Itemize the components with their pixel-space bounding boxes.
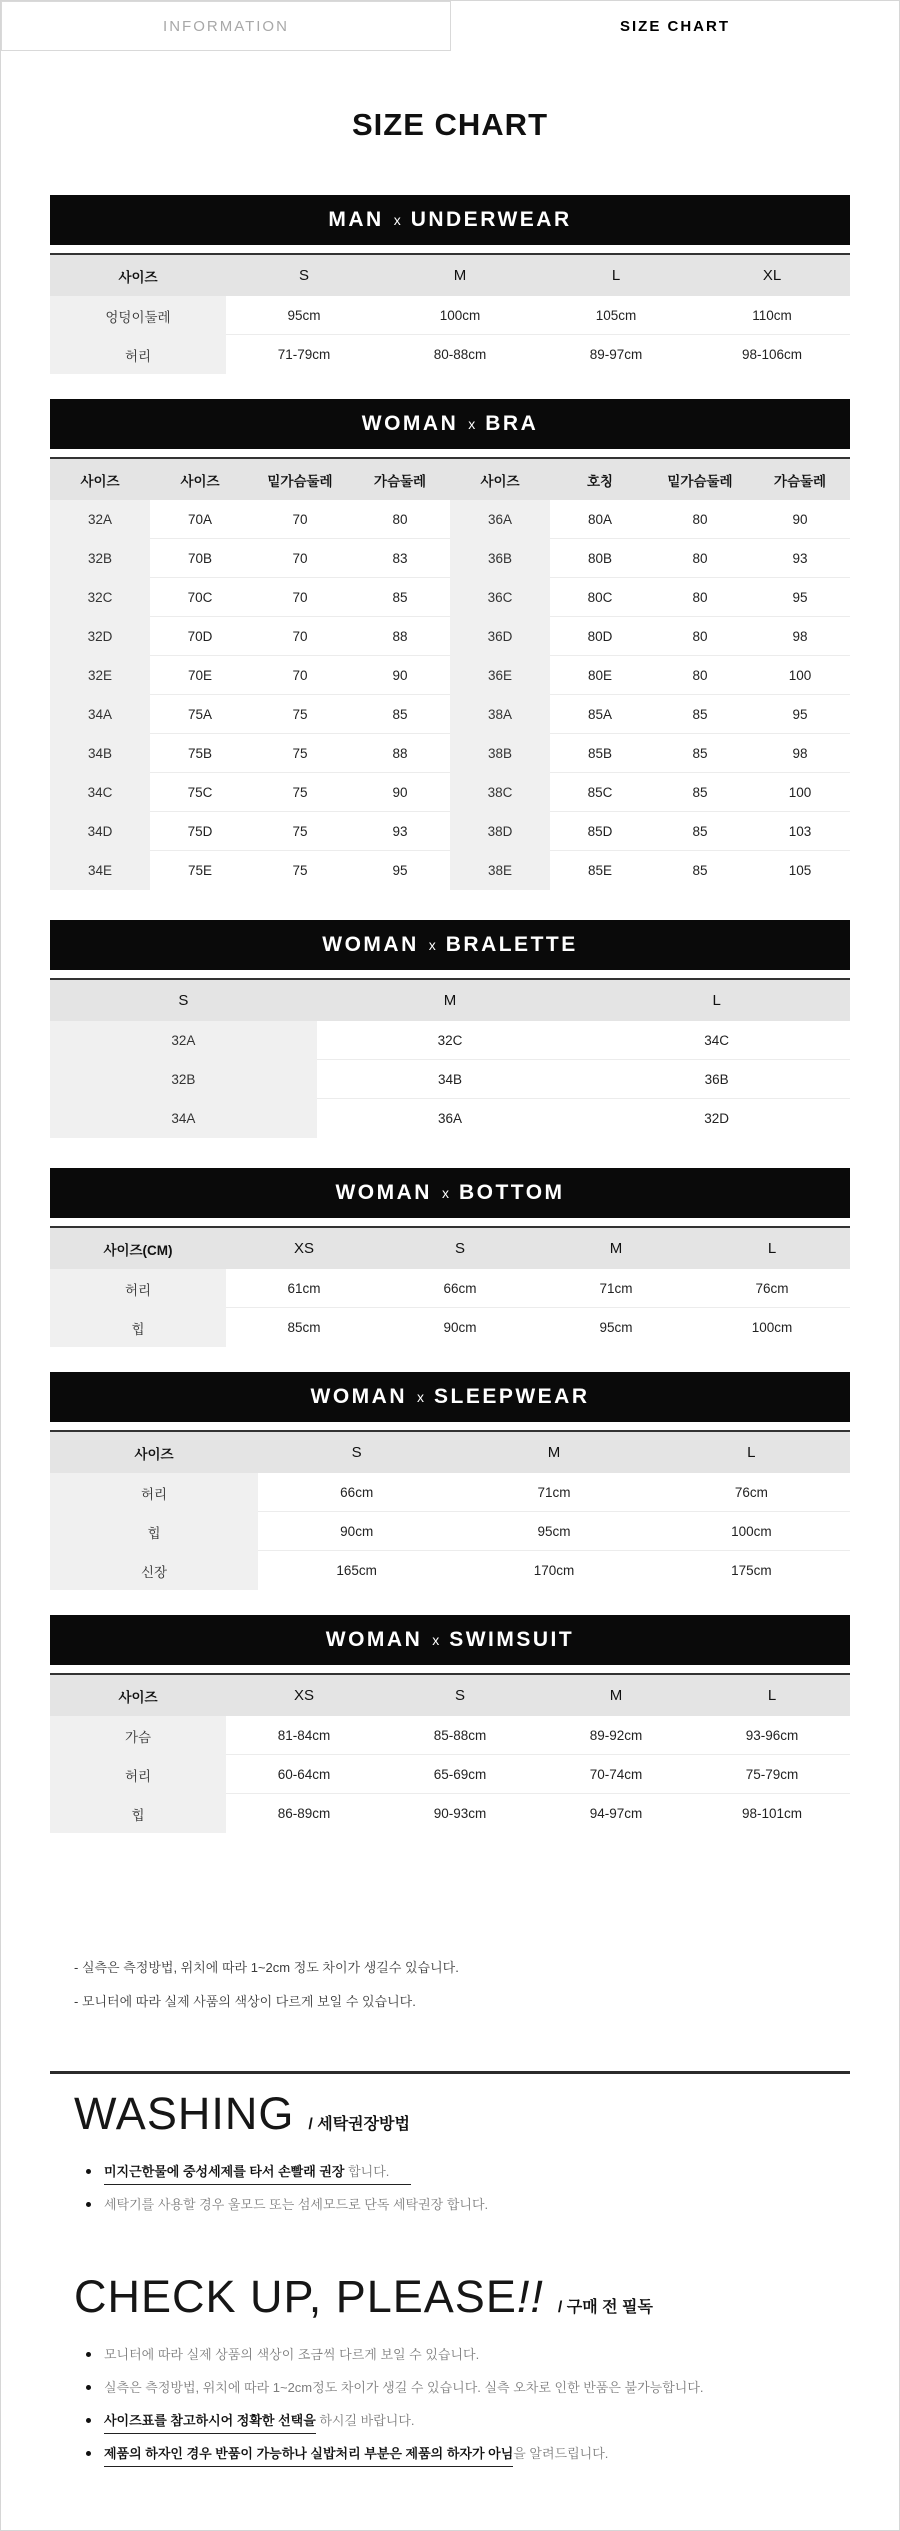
table-cell: 38A [450,695,550,734]
bullet-item [86,2444,850,2464]
section-woman-swimsuit [50,1615,850,1833]
tab-size-chart[interactable]: SIZE CHART [620,17,730,35]
table-cell: 70 [250,617,350,656]
checkup-bullets [50,2345,850,2464]
table-row [50,773,850,812]
bar-title-right: BRALETTE [445,933,578,956]
table-header-cell: 밑가슴둘레 [650,459,750,500]
table-cell: 175cm [731,1563,772,1578]
table-row [50,656,850,695]
table-cell: 90 [350,773,450,812]
table-row [50,1021,850,1060]
bar-title-left: WOMAN [322,933,419,956]
bar-title-x: x [441,1185,449,1201]
table-row [50,335,850,374]
table-header-row [50,1675,850,1716]
table-cell: 75 [250,773,350,812]
table-header-cell: M [455,1432,652,1473]
table-cell: 38D [450,812,550,851]
table-cell: 85 [350,695,450,734]
washing-title: WASHING [74,2088,295,2139]
table-cell: 허리 [50,1755,226,1794]
table-cell: 75 [292,863,308,878]
bullet-dot-icon [86,2169,91,2174]
table-cell: 75-79cm [694,1755,850,1794]
table-cell: 71-79cm [277,347,331,362]
bullet-dot-icon [86,2451,91,2456]
bullet-dot-icon [86,2202,91,2207]
table-cell: 95 [750,578,850,617]
table-cell: 100 [750,656,850,695]
table-header-cell: M [538,1675,694,1716]
table-header-cell: 사이즈 [50,1432,258,1473]
bullet-item [86,2195,850,2215]
table-cell: 85D [550,812,650,851]
table-header-cell: S [226,255,382,296]
content-column [50,107,850,2464]
table-cell: 90 [350,656,450,695]
table-cell: 66cm [382,1269,538,1308]
table-row [50,1512,850,1551]
table-cell: 32A [50,1021,317,1060]
checkup-subtitle: / 구매 전 필독 [557,2299,653,2316]
woman-bottom-table [50,1226,850,1347]
table-cell: 허리 [50,335,226,374]
table-cell: 70 [250,539,350,578]
table-row [50,1269,850,1308]
table-cell: 80-88cm [433,347,487,362]
table-cell: 76cm [694,1269,850,1308]
section-woman-bra [50,399,850,890]
table-cell: 80D [550,617,650,656]
bar-title-x: x [468,416,476,432]
table-cell: 힙 [50,1308,226,1347]
table-cell: 85 [650,773,750,812]
table-cell: 32C [50,578,150,617]
page-title: SIZE CHART [352,107,548,142]
woman-sleepwear-table [50,1430,850,1590]
table-header-cell: S [258,1432,455,1473]
table-cell: 93-96cm [694,1716,850,1755]
bullet-item [86,2411,850,2431]
checkup-section [50,2271,850,2464]
table-cell: 34A [50,695,150,734]
table-cell: 75D [150,812,250,851]
table-cell: 85 [650,734,750,773]
section-bar [50,920,850,970]
table-cell: 34C [583,1021,850,1060]
table-cell: 90cm [443,1320,477,1335]
table-header-cell: 사이즈 [50,1675,226,1716]
table-header-cell: L [538,255,694,296]
table-cell: 93 [750,539,850,578]
table-row [50,539,850,578]
woman-bralette-table [50,978,850,1138]
table-cell: 100cm [653,1512,850,1551]
table-cell: 89-92cm [538,1716,694,1755]
bullet-dot-icon [86,2418,91,2423]
table-cell: 허리 [50,1269,226,1308]
bar-title-right: SWIMSUIT [449,1628,575,1651]
table-cell: 34C [50,773,150,812]
washing-section [50,2088,850,2215]
table-header-row [50,459,850,500]
table-cell: 34B [50,734,150,773]
table-cell: 86-89cm [277,1806,331,1821]
table-cell: 100cm [382,296,538,335]
table-cell: 허리 [50,1473,258,1512]
table-cell: 75A [150,695,250,734]
table-cell: 95 [750,695,850,734]
table-cell: 신장 [50,1551,258,1590]
bar-title-right: BOTTOM [458,1181,565,1204]
table-header-cell: L [694,1675,850,1716]
table-cell: 110cm [694,296,850,335]
table-header-cell: L [583,980,850,1021]
table-header-cell: M [538,1228,694,1269]
bar-title-right: SLEEPWEAR [433,1385,590,1408]
table-cell: 80B [550,539,650,578]
table-cell: 75 [250,734,350,773]
table-cell: 가슴 [50,1716,226,1755]
table-cell: 엉덩이둘레 [50,296,226,335]
table-row [50,1716,850,1755]
table-header-cell: M [382,255,538,296]
table-cell: 95cm [599,1320,633,1335]
section-bar [50,1168,850,1218]
table-header-row [50,1432,850,1473]
table-cell: 70 [250,578,350,617]
section-man-underwear [50,195,850,374]
bar-title-right: UNDERWEAR [410,208,572,231]
table-header-cell: 사이즈 [50,255,226,296]
table-cell: 36E [450,656,550,695]
bullet-item [86,2345,850,2365]
table-cell: 60-64cm [226,1755,382,1794]
table-cell: 89-97cm [589,347,643,362]
table-cell: 32E [50,656,150,695]
table-row [50,500,850,539]
table-cell: 80 [650,578,750,617]
table-cell: 38C [450,773,550,812]
section-bar [50,399,850,449]
table-cell: 80E [550,656,650,695]
table-cell: 85 [650,695,750,734]
table-row [50,617,850,656]
section-woman-bottom [50,1168,850,1347]
bar-title-x: x [428,937,436,953]
table-cell: 80 [650,539,750,578]
table-cell: 38E [450,851,550,890]
table-cell: 85-88cm [382,1716,538,1755]
table-cell: 80 [650,617,750,656]
washing-subtitle: / 세탁권장방법 [308,2116,410,2133]
section-woman-sleepwear [50,1372,850,1590]
table-header-cell: 사이즈 [50,459,150,500]
table-cell: 71cm [538,1269,694,1308]
section-bar [50,1372,850,1422]
bar-title-x: x [393,212,401,228]
table-header-cell: 사이즈 [150,459,250,500]
table-cell: 105 [788,863,812,878]
table-cell: 36D [450,617,550,656]
table-cell: 80 [650,500,750,539]
table-row [50,1060,850,1099]
bullet-dot-icon [86,2385,91,2390]
bullet-text: 미지근한물에 중성세제를 타서 손빨래 권장 합니다. [104,2162,411,2182]
table-cell: 85 [650,812,750,851]
table-cell: 70 [250,500,350,539]
table-cell: 75C [150,773,250,812]
table-cell: 36C [450,578,550,617]
table-row [50,1099,850,1138]
table-cell: 70A [150,500,250,539]
table-cell: 36A [450,500,550,539]
bullet-text: 모니터에 따라 실제 상품의 색상이 조금씩 다르게 보일 수 있습니다. [104,2347,480,2362]
table-header-cell: 호칭 [550,459,650,500]
table-header-cell: L [694,1228,850,1269]
bullet-text: 사이즈표를 참고하시어 정확한 선택을 하시길 바랍니다. [104,2411,415,2431]
table-cell: 98 [750,734,850,773]
bar-title-right: BRA [485,412,539,435]
bar-title-left: MAN [328,208,384,231]
woman-swimsuit-table [50,1673,850,1833]
table-cell: 80A [550,500,650,539]
table-cell: 36A [438,1111,463,1126]
bar-title-left: WOMAN [325,1628,423,1651]
table-row [50,812,850,851]
table-cell: 98-106cm [741,347,803,362]
table-cell: 32A [50,500,150,539]
table-cell: 80 [350,500,450,539]
table-cell: 85 [692,863,708,878]
table-cell: 93 [350,812,450,851]
table-cell: 32D [704,1111,730,1126]
table-cell: 힙 [50,1512,258,1551]
table-header-cell: XL [694,255,850,296]
bar-title-left: WOMAN [361,412,459,435]
bullet-text: 제품의 하자인 경우 반품이 가능하나 실밥처리 부분은 제품의 하자가 아님을 알려드립니다. [104,2444,608,2464]
table-header-cell: 가슴둘레 [350,459,450,500]
bullet-text: 세탁기를 사용할 경우 울모드 또는 섬세모드로 단독 세탁권장 합니다. [104,2197,489,2212]
table-cell: 힙 [50,1794,226,1833]
table-header-cell: 가슴둘레 [750,459,850,500]
table-header-cell: 밑가슴둘레 [250,459,350,500]
section-bar [50,195,850,245]
measurement-notes [50,1951,850,2019]
table-header-cell: 사이즈(CM) [50,1228,226,1269]
table-cell: 71cm [455,1473,652,1512]
table-cell: 34D [50,812,150,851]
table-cell: 165cm [336,1563,377,1578]
bullet-item [86,2162,850,2182]
table-cell: 81-84cm [226,1716,382,1755]
table-cell: 75 [250,695,350,734]
note-line: - 모니터에 따라 실제 사품의 색상이 다르게 보일 수 있습니다. [74,1994,416,2009]
table-cell: 76cm [653,1473,850,1512]
table-cell: 85E [587,863,613,878]
woman-bra-table [50,457,850,890]
section-bar [50,1615,850,1665]
table-cell: 32D [50,617,150,656]
tab-information[interactable]: INFORMATION [1,1,451,51]
table-cell: 70 [250,656,350,695]
table-header-cell: XS [226,1228,382,1269]
table-cell: 88 [350,734,450,773]
section-woman-bralette [50,920,850,1138]
table-cell: 90 [750,500,850,539]
note-line: - 실측은 측정방법, 위치에 따라 1~2cm 정도 차이가 생길수 있습니다. [74,1960,459,1975]
table-cell: 66cm [258,1473,455,1512]
table-cell: 95cm [226,296,382,335]
table-cell: 170cm [533,1563,575,1578]
table-cell: 70-74cm [538,1755,694,1794]
table-header-row [50,980,850,1021]
table-cell: 90-93cm [433,1806,487,1821]
table-cell: 32B [50,539,150,578]
table-row [50,1551,850,1590]
table-cell: 100 [750,773,850,812]
table-cell: 98-101cm [741,1806,803,1821]
section-divider [50,2071,850,2074]
bullet-text: 실측은 측정방법, 위치에 따라 1~2cm정도 차이가 생길 수 있습니다. 실측 오차로 인한 반품은 불가능합니다. [104,2380,704,2395]
table-cell: 85B [550,734,650,773]
table-row [50,1794,850,1833]
table-cell: 65-69cm [382,1755,538,1794]
table-header-cell: S [50,980,317,1021]
table-cell: 88 [350,617,450,656]
table-cell: 100cm [751,1320,793,1335]
table-cell: 34E [50,851,150,890]
table-header-cell: XS [226,1675,382,1716]
table-row [50,1473,850,1512]
table-header-cell: M [317,980,584,1021]
table-header-row [50,255,850,296]
table-cell: 70E [150,656,250,695]
table-cell: 61cm [226,1269,382,1308]
table-cell: 36B [583,1060,850,1099]
table-row [50,1755,850,1794]
table-cell: 38B [450,734,550,773]
table-row [50,734,850,773]
table-cell: 70B [150,539,250,578]
table-header-cell: L [653,1432,850,1473]
man-underwear-table [50,253,850,374]
table-cell: 95cm [455,1512,652,1551]
table-header-cell: 사이즈 [450,459,550,500]
table-row [50,1308,850,1347]
table-cell: 90cm [258,1512,455,1551]
washing-bullets [50,2162,850,2215]
bar-title-left: WOMAN [310,1385,407,1408]
table-cell: 70C [150,578,250,617]
bar-title-left: WOMAN [335,1181,432,1204]
table-cell: 85cm [287,1320,321,1335]
table-cell: 83 [350,539,450,578]
table-cell: 36B [450,539,550,578]
table-cell: 34B [317,1060,584,1099]
table-cell: 105cm [538,296,694,335]
table-header-row [50,1228,850,1269]
bullet-item [86,2378,850,2398]
table-cell: 70D [150,617,250,656]
table-cell: 32C [317,1021,584,1060]
table-header-cell: S [382,1228,538,1269]
table-row [50,296,850,335]
table-cell: 95 [392,863,408,878]
bar-title-x: x [416,1389,424,1405]
table-cell: 85C [550,773,650,812]
table-cell: 94-97cm [589,1806,643,1821]
table-cell: 34A [50,1099,317,1138]
table-cell: 75B [150,734,250,773]
bullet-dot-icon [86,2352,91,2357]
table-cell: 75E [187,863,213,878]
checkup-title: CHECK UP, PLEASE!! [74,2271,544,2322]
table-cell: 103 [750,812,850,851]
tab-bar [1,1,899,51]
table-cell: 85A [550,695,650,734]
table-cell: 75 [250,812,350,851]
table-cell: 80 [650,656,750,695]
table-cell: 32B [50,1060,317,1099]
table-cell: 80C [550,578,650,617]
table-row [50,695,850,734]
checkup-title-exclaim: !! [516,2271,544,2322]
table-header-cell: S [382,1675,538,1716]
table-row [50,578,850,617]
table-cell: 98 [750,617,850,656]
bar-title-x: x [432,1632,440,1648]
table-cell: 85 [350,578,450,617]
table-row [50,851,850,890]
